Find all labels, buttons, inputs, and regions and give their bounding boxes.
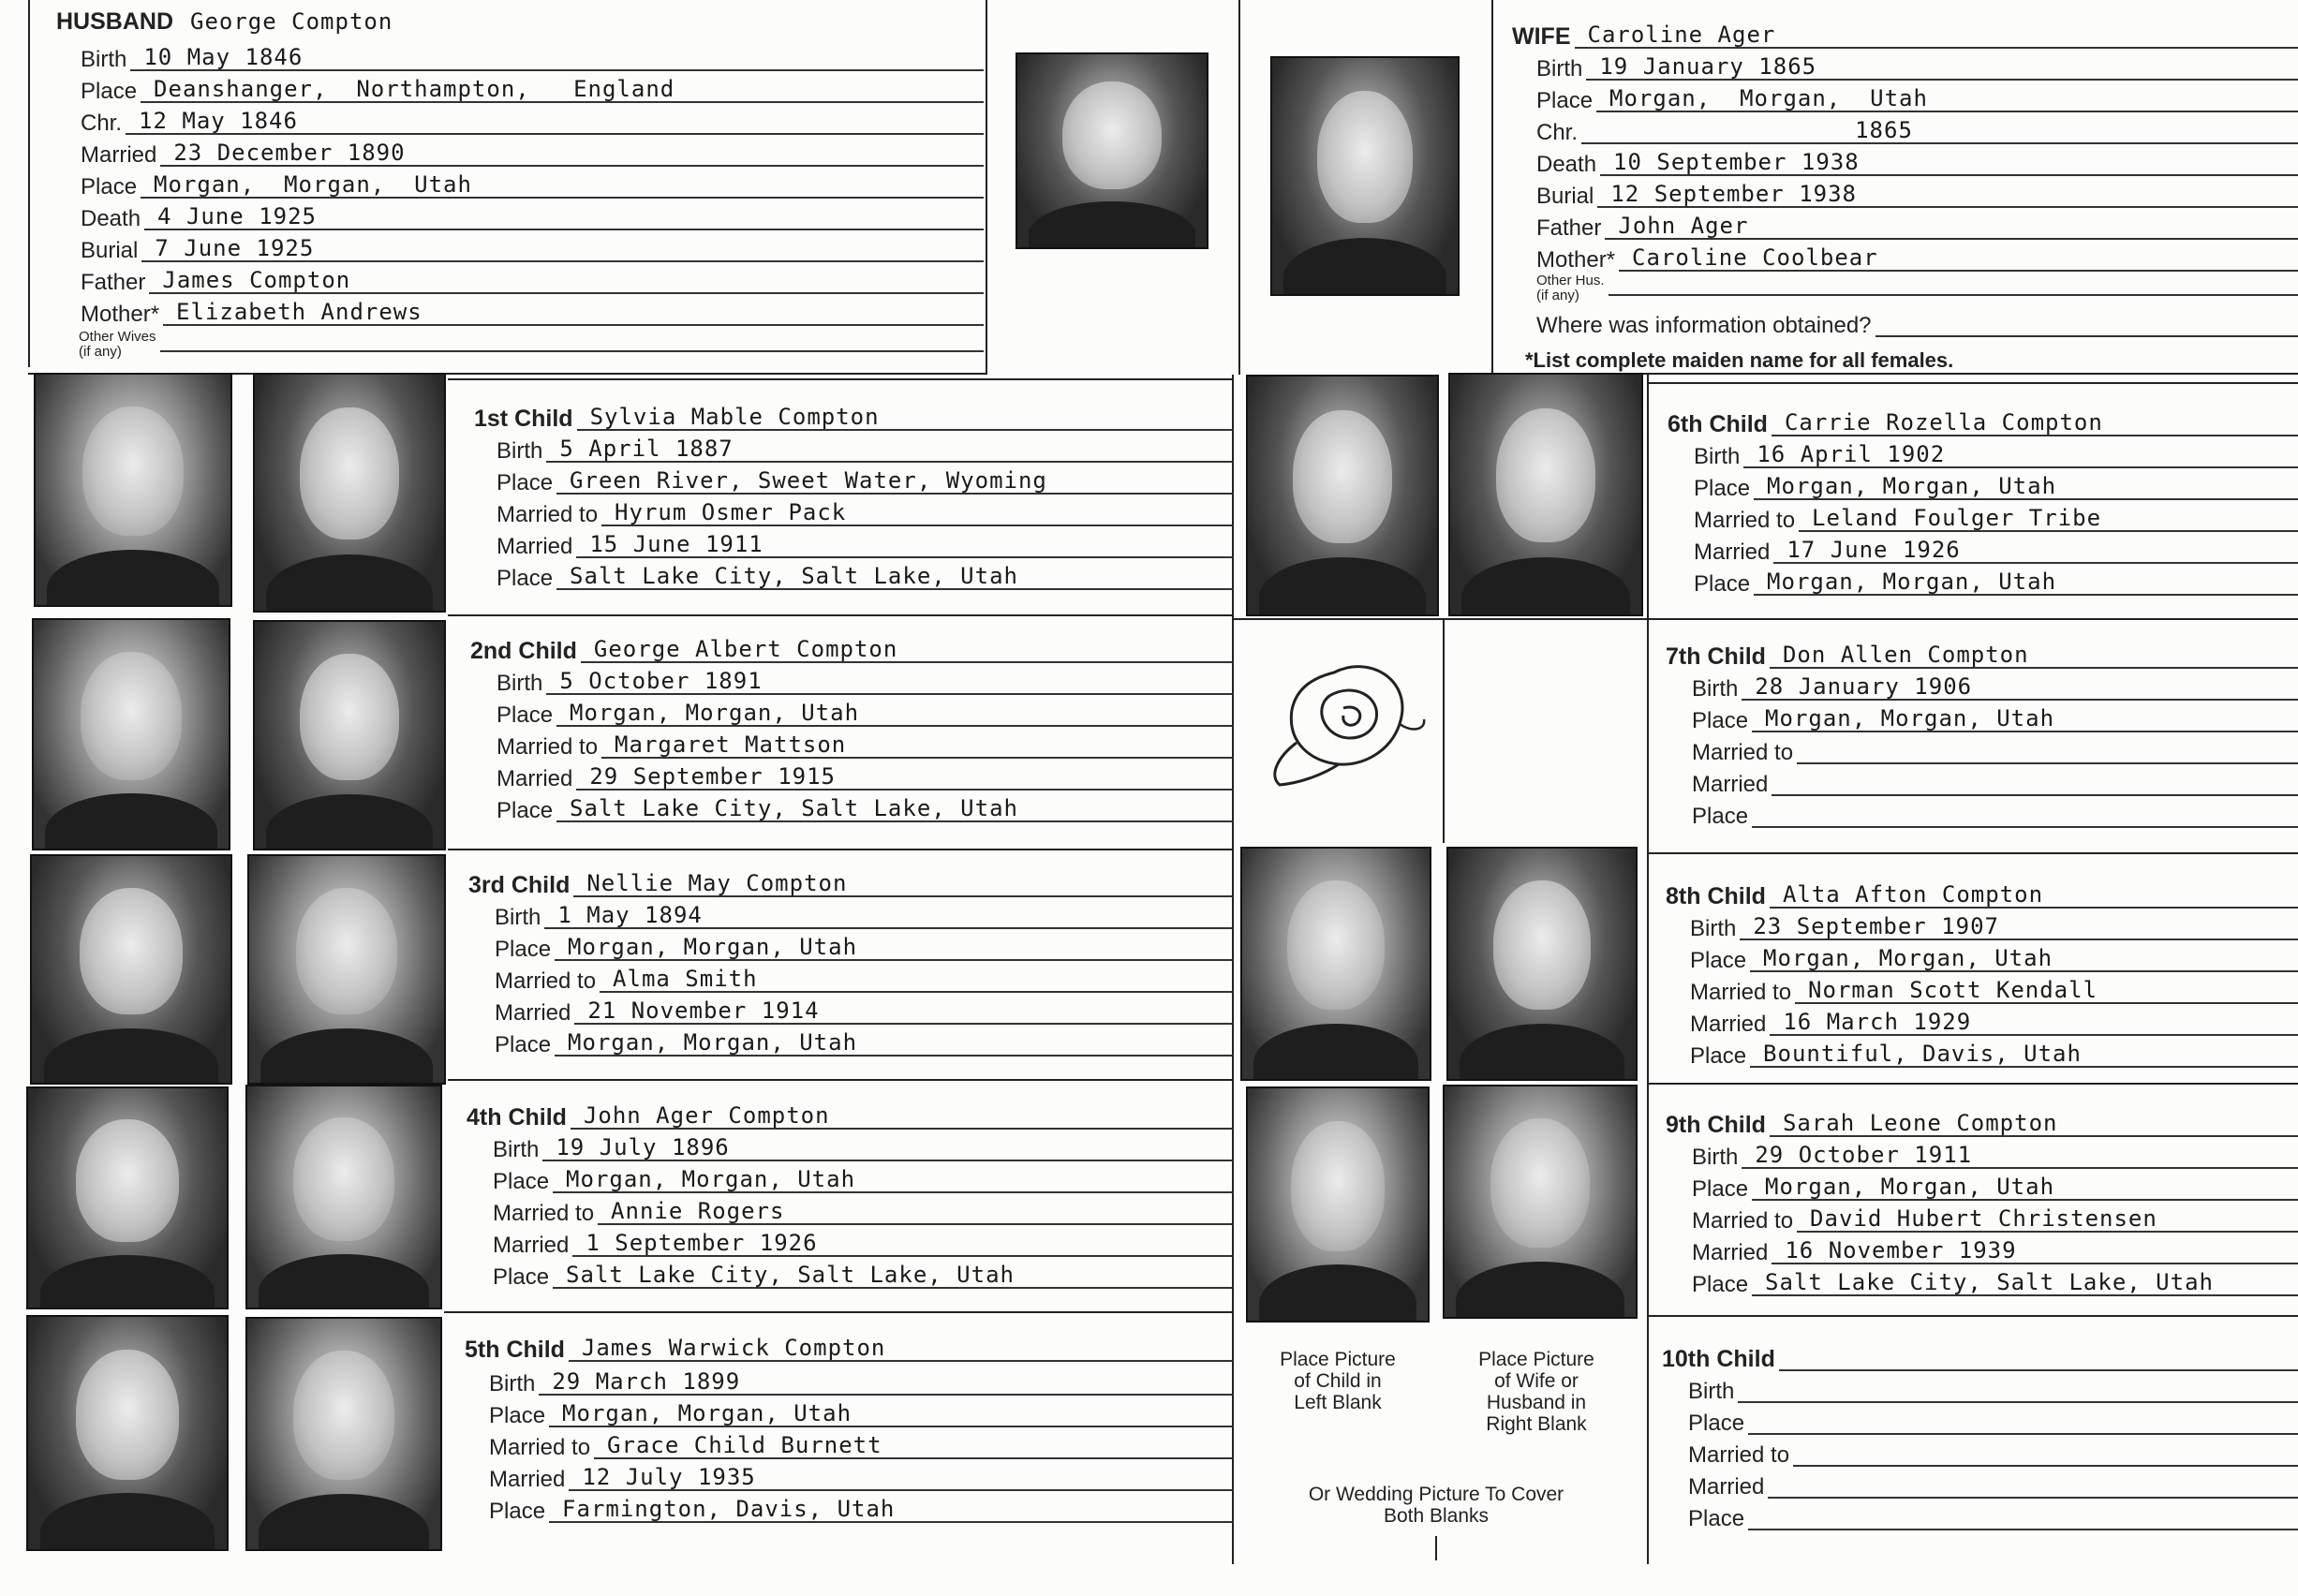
child-name: James Warwick Compton — [581, 1336, 886, 1361]
divider — [444, 1311, 1233, 1313]
field-label: Place — [1692, 1176, 1749, 1202]
child-5-photo — [26, 1315, 229, 1551]
child-6-spouse-photo — [1448, 373, 1643, 616]
child-spouse: Norman Scott Kendall — [1808, 978, 2098, 1003]
field-label: Birth — [1694, 444, 1741, 469]
child-1-spouse-photo — [253, 373, 446, 613]
field-value: Elizabeth Andrews — [176, 300, 423, 325]
field-label: Place — [489, 1403, 546, 1428]
child-spouse: Grace Child Burnett — [607, 1433, 882, 1458]
divider — [1647, 375, 1649, 1564]
field-label: Birth — [1692, 676, 1739, 702]
divider — [448, 614, 1233, 616]
field-label: Place — [1690, 1043, 1747, 1069]
child-birth: 1 May 1894 — [557, 903, 703, 928]
field-label: Birth — [1688, 1379, 1735, 1404]
husband-name: George Compton — [190, 8, 393, 34]
field-label: Death — [1536, 152, 1597, 177]
child-married-place: Salt Lake City, Salt Lake, Utah — [566, 1263, 1015, 1288]
child-6-photo — [1246, 375, 1439, 616]
field-label: Place — [497, 470, 554, 495]
child-birth: 16 April 1902 — [1757, 442, 1946, 467]
field-label: Married to — [497, 502, 599, 527]
field-label: Place — [1694, 571, 1751, 597]
field-label: Place — [493, 1169, 550, 1194]
field-label: Married to — [1690, 980, 1792, 1005]
field-label: Married to — [1692, 1208, 1794, 1234]
field-label: Birth — [497, 671, 543, 696]
child-name: George Albert Compton — [593, 637, 898, 662]
child-married-date: 21 November 1914 — [587, 998, 820, 1024]
field-label: Place — [497, 702, 554, 728]
husband-photo — [1016, 52, 1208, 249]
wife-photo — [1270, 56, 1460, 296]
field-label: Birth — [1690, 916, 1737, 941]
field-label: Father — [1536, 215, 1602, 241]
field-label: Place — [497, 798, 554, 823]
field-value: John Ager — [1618, 214, 1749, 239]
field-label: Birth — [497, 438, 543, 464]
field-label: Mother* — [81, 302, 160, 327]
wedding-picture-instruction: Or Wedding Picture To Cover Both Blanks — [1308, 1484, 1564, 1527]
field-label: Place — [1694, 476, 1751, 501]
field-label: Birth — [493, 1137, 540, 1162]
child-birth: 28 January 1906 — [1755, 674, 1973, 700]
child-birth-place: Green River, Sweet Water, Wyoming — [570, 468, 1047, 494]
field-label: Married — [1690, 1012, 1767, 1037]
child-4-photo — [26, 1086, 229, 1309]
field-label: Father — [81, 270, 146, 295]
field-label: Married to — [1694, 508, 1796, 533]
wife-name: Caroline Ager — [1587, 22, 1776, 48]
child-9-spouse-photo — [1443, 1085, 1638, 1319]
child-spouse: Annie Rogers — [611, 1199, 785, 1224]
child-spouse: Hyrum Osmer Pack — [615, 500, 847, 525]
child-4-spouse-photo — [245, 1085, 442, 1309]
field-label: Chr. — [1536, 120, 1579, 145]
child-married-date: 15 June 1911 — [589, 532, 764, 557]
field-label: Married — [1692, 1240, 1769, 1265]
child-married-place: Bountiful, Davis, Utah — [1763, 1042, 2082, 1067]
field-label: Burial — [1536, 184, 1594, 209]
field-label: Burial — [81, 238, 139, 263]
child-married-place: Farmington, Davis, Utah — [562, 1497, 896, 1522]
field-label: Married — [493, 1233, 570, 1258]
field-label: Married — [497, 534, 573, 559]
child-spouse: David Hubert Christensen — [1810, 1206, 2157, 1232]
field-value: 19 January 1865 — [1599, 54, 1817, 80]
field-label: Place — [493, 1264, 550, 1290]
field-label: Place — [495, 937, 552, 962]
child-label: 9th Child — [1666, 1112, 1766, 1138]
divider — [1649, 1083, 2298, 1085]
child-label: 5th Child — [465, 1337, 565, 1363]
field-label: Chr. — [81, 111, 123, 136]
field-label: Place — [497, 566, 554, 591]
field-label: Place — [1692, 804, 1749, 829]
field-value: 7 June 1925 — [155, 236, 315, 261]
field-label: Birth — [81, 47, 127, 72]
child-birth: 5 October 1891 — [559, 669, 763, 694]
child-label: 6th Child — [1668, 411, 1768, 437]
divider — [448, 1079, 1233, 1081]
field-label: Married — [495, 1000, 571, 1026]
child-birth: 29 October 1911 — [1755, 1143, 1973, 1168]
divider — [1435, 1536, 1437, 1560]
child-name: Nellie May Compton — [586, 871, 848, 896]
field-label: Married — [1692, 772, 1769, 797]
field-label: Married to — [489, 1435, 591, 1460]
field-label: Death — [81, 206, 141, 231]
child-birth: 29 March 1899 — [552, 1369, 741, 1395]
child-birth-place: Morgan, Morgan, Utah — [1765, 706, 2055, 732]
divider — [1234, 618, 2298, 620]
divider — [448, 378, 1233, 380]
child-birth: 23 September 1907 — [1753, 914, 1999, 939]
child-label: 7th Child — [1666, 643, 1766, 670]
field-label: Married — [81, 142, 157, 168]
child-birth-place: Morgan, Morgan, Utah — [1763, 946, 2053, 971]
field-label: Place — [1690, 948, 1747, 973]
child-name: Carrie Rozella Compton — [1784, 410, 2103, 436]
child-1-photo — [34, 373, 232, 607]
field-label: Married to — [1692, 740, 1794, 765]
field-label: Married — [1694, 539, 1771, 565]
field-value: 10 September 1938 — [1613, 150, 1860, 175]
field-label: Birth — [489, 1371, 536, 1396]
divider — [28, 0, 30, 367]
field-label: Married — [497, 766, 573, 791]
child-married-date: 16 November 1939 — [1785, 1238, 2017, 1264]
info-source-label: Where was information obtained? — [1536, 313, 1872, 338]
field-value: 4 June 1925 — [157, 204, 317, 229]
field-label: Married to — [1688, 1442, 1790, 1468]
child-label: 8th Child — [1666, 883, 1766, 909]
field-value: James Compton — [162, 268, 351, 293]
if-any-label: (if any) — [1536, 288, 1579, 303]
other-wives-label: Other Wives — [79, 329, 156, 345]
field-value: Morgan, Morgan, Utah — [1609, 86, 1928, 111]
child-birth: 19 July 1896 — [556, 1135, 730, 1160]
divider — [1649, 852, 2298, 854]
child-label: 3rd Child — [468, 872, 571, 898]
left-blank-instruction: Place Picture of Child in Left Blank — [1280, 1349, 1396, 1413]
child-8-photo — [1240, 847, 1431, 1081]
field-label: Married — [489, 1467, 566, 1492]
child-birth-place: Morgan, Morgan, Utah — [1767, 474, 2057, 499]
divider — [1443, 618, 1445, 843]
field-value: Morgan, Morgan, Utah — [154, 172, 472, 198]
husband-header: HUSBAND — [56, 8, 173, 35]
if-any-label: (if any) — [79, 344, 122, 360]
child-spouse: Alma Smith — [613, 967, 758, 992]
field-label: Place — [1688, 1506, 1745, 1531]
field-label: Married — [1688, 1474, 1765, 1500]
child-birth-place: Morgan, Morgan, Utah — [1765, 1175, 2055, 1200]
child-name: John Ager Compton — [583, 1103, 830, 1129]
other-husbands-label: Other Hus. — [1536, 273, 1605, 288]
divider — [1649, 382, 2298, 384]
child-spouse: Margaret Mattson — [615, 732, 847, 758]
child-birth-place: Morgan, Morgan, Utah — [570, 701, 860, 726]
field-value: 10 May 1846 — [143, 45, 304, 70]
rose-illustration — [1259, 654, 1428, 794]
divider — [448, 849, 1233, 850]
child-name: Sylvia Mable Compton — [589, 405, 880, 430]
child-label: 1st Child — [474, 406, 573, 432]
child-label: 10th Child — [1662, 1346, 1775, 1372]
child-married-date: 17 June 1926 — [1787, 538, 1961, 563]
field-label: Married to — [495, 968, 597, 994]
child-married-date: 12 July 1935 — [582, 1465, 756, 1490]
field-label: Birth — [1692, 1145, 1739, 1170]
child-5-spouse-photo — [245, 1317, 442, 1551]
field-value: 12 May 1846 — [139, 109, 298, 134]
field-label: Place — [81, 174, 138, 200]
field-value: 23 December 1890 — [173, 140, 406, 166]
field-value: Deanshanger, Northampton, England — [154, 77, 675, 102]
field-value: 1865 — [1594, 118, 1913, 143]
field-value: 12 September 1938 — [1610, 182, 1857, 207]
child-birth-place: Morgan, Morgan, Utah — [562, 1401, 852, 1426]
right-blank-instruction: Place Picture of Wife or Husband in Right Blank — [1478, 1349, 1594, 1435]
field-label: Place — [489, 1499, 546, 1524]
field-label: Place — [1692, 1272, 1749, 1297]
child-name: Alta Afton Compton — [1782, 882, 2044, 908]
child-9-photo — [1246, 1086, 1430, 1323]
child-name: Don Allen Compton — [1782, 643, 2029, 668]
child-label: 2nd Child — [470, 638, 577, 664]
wife-header: WIFE — [1512, 23, 1571, 50]
child-married-date: 1 September 1926 — [586, 1231, 818, 1256]
field-label: Place — [1536, 88, 1594, 113]
child-married-place: Salt Lake City, Salt Lake, Utah — [1765, 1270, 2214, 1295]
divider — [1238, 0, 1240, 375]
field-label: Birth — [1536, 56, 1583, 81]
child-birth-place: Morgan, Morgan, Utah — [568, 935, 858, 960]
child-married-place: Morgan, Morgan, Utah — [1767, 569, 2057, 595]
divider — [1491, 0, 1493, 375]
child-3-spouse-photo — [247, 854, 446, 1085]
field-label: Married to — [497, 734, 599, 760]
field-label: Place — [495, 1032, 552, 1057]
field-label: Birth — [495, 905, 541, 930]
child-married-place: Salt Lake City, Salt Lake, Utah — [570, 564, 1018, 589]
divider — [986, 0, 987, 375]
child-8-spouse-photo — [1446, 847, 1638, 1081]
child-spouse: Leland Foulger Tribe — [1812, 506, 2102, 531]
child-married-date: 29 September 1915 — [589, 764, 836, 790]
child-birth: 5 April 1887 — [559, 436, 734, 462]
field-label: Married to — [493, 1201, 595, 1226]
child-3-photo — [30, 854, 232, 1085]
child-label: 4th Child — [467, 1104, 567, 1130]
field-value: Caroline Coolbear — [1632, 245, 1878, 271]
child-2-spouse-photo — [253, 620, 446, 850]
child-birth-place: Morgan, Morgan, Utah — [566, 1167, 856, 1192]
divider — [1649, 1315, 2298, 1317]
child-married-date: 16 March 1929 — [1783, 1010, 1972, 1035]
child-2-photo — [32, 618, 230, 850]
field-label: Mother* — [1536, 247, 1616, 273]
field-label: Place — [1692, 708, 1749, 733]
field-label: Place — [1688, 1411, 1745, 1436]
child-married-place: Morgan, Morgan, Utah — [568, 1030, 858, 1056]
child-name: Sarah Leone Compton — [1782, 1111, 2058, 1136]
maiden-name-footnote: *List complete maiden name for all females. — [1525, 348, 1954, 372]
child-married-place: Salt Lake City, Salt Lake, Utah — [570, 796, 1018, 821]
field-label: Place — [81, 79, 138, 104]
